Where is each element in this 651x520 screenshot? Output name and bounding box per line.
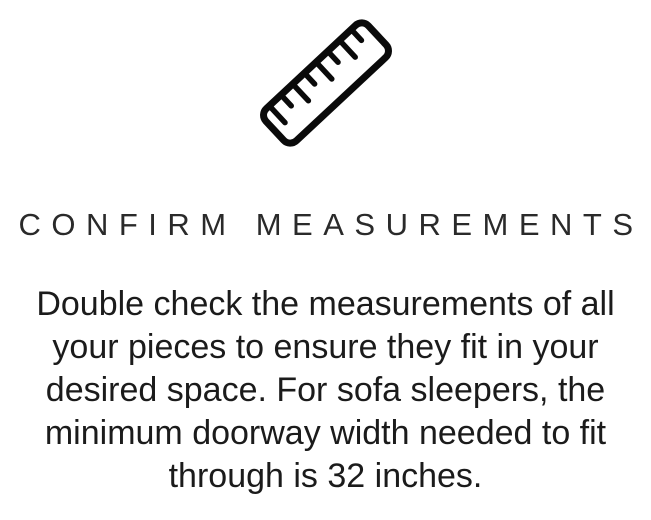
ruler-icon-strokes (259, 19, 391, 147)
description-line-3: desired space. For sofa sleepers, the (45, 371, 606, 409)
description-line-4: minimum doorway width needed to fit (44, 414, 607, 452)
description-line-1: Double check the measurements of all (36, 285, 615, 323)
ruler-body (259, 19, 391, 147)
ruler-icon-wrap (0, 0, 651, 154)
section-title: CONFIRM MEASUREMENTS (18, 207, 644, 242)
description-line-2: your pieces to ensure they fit in your (52, 328, 599, 366)
description-line-5: through is 32 inches. (168, 457, 483, 495)
ruler-icon (253, 12, 399, 152)
section-description (0, 283, 651, 498)
